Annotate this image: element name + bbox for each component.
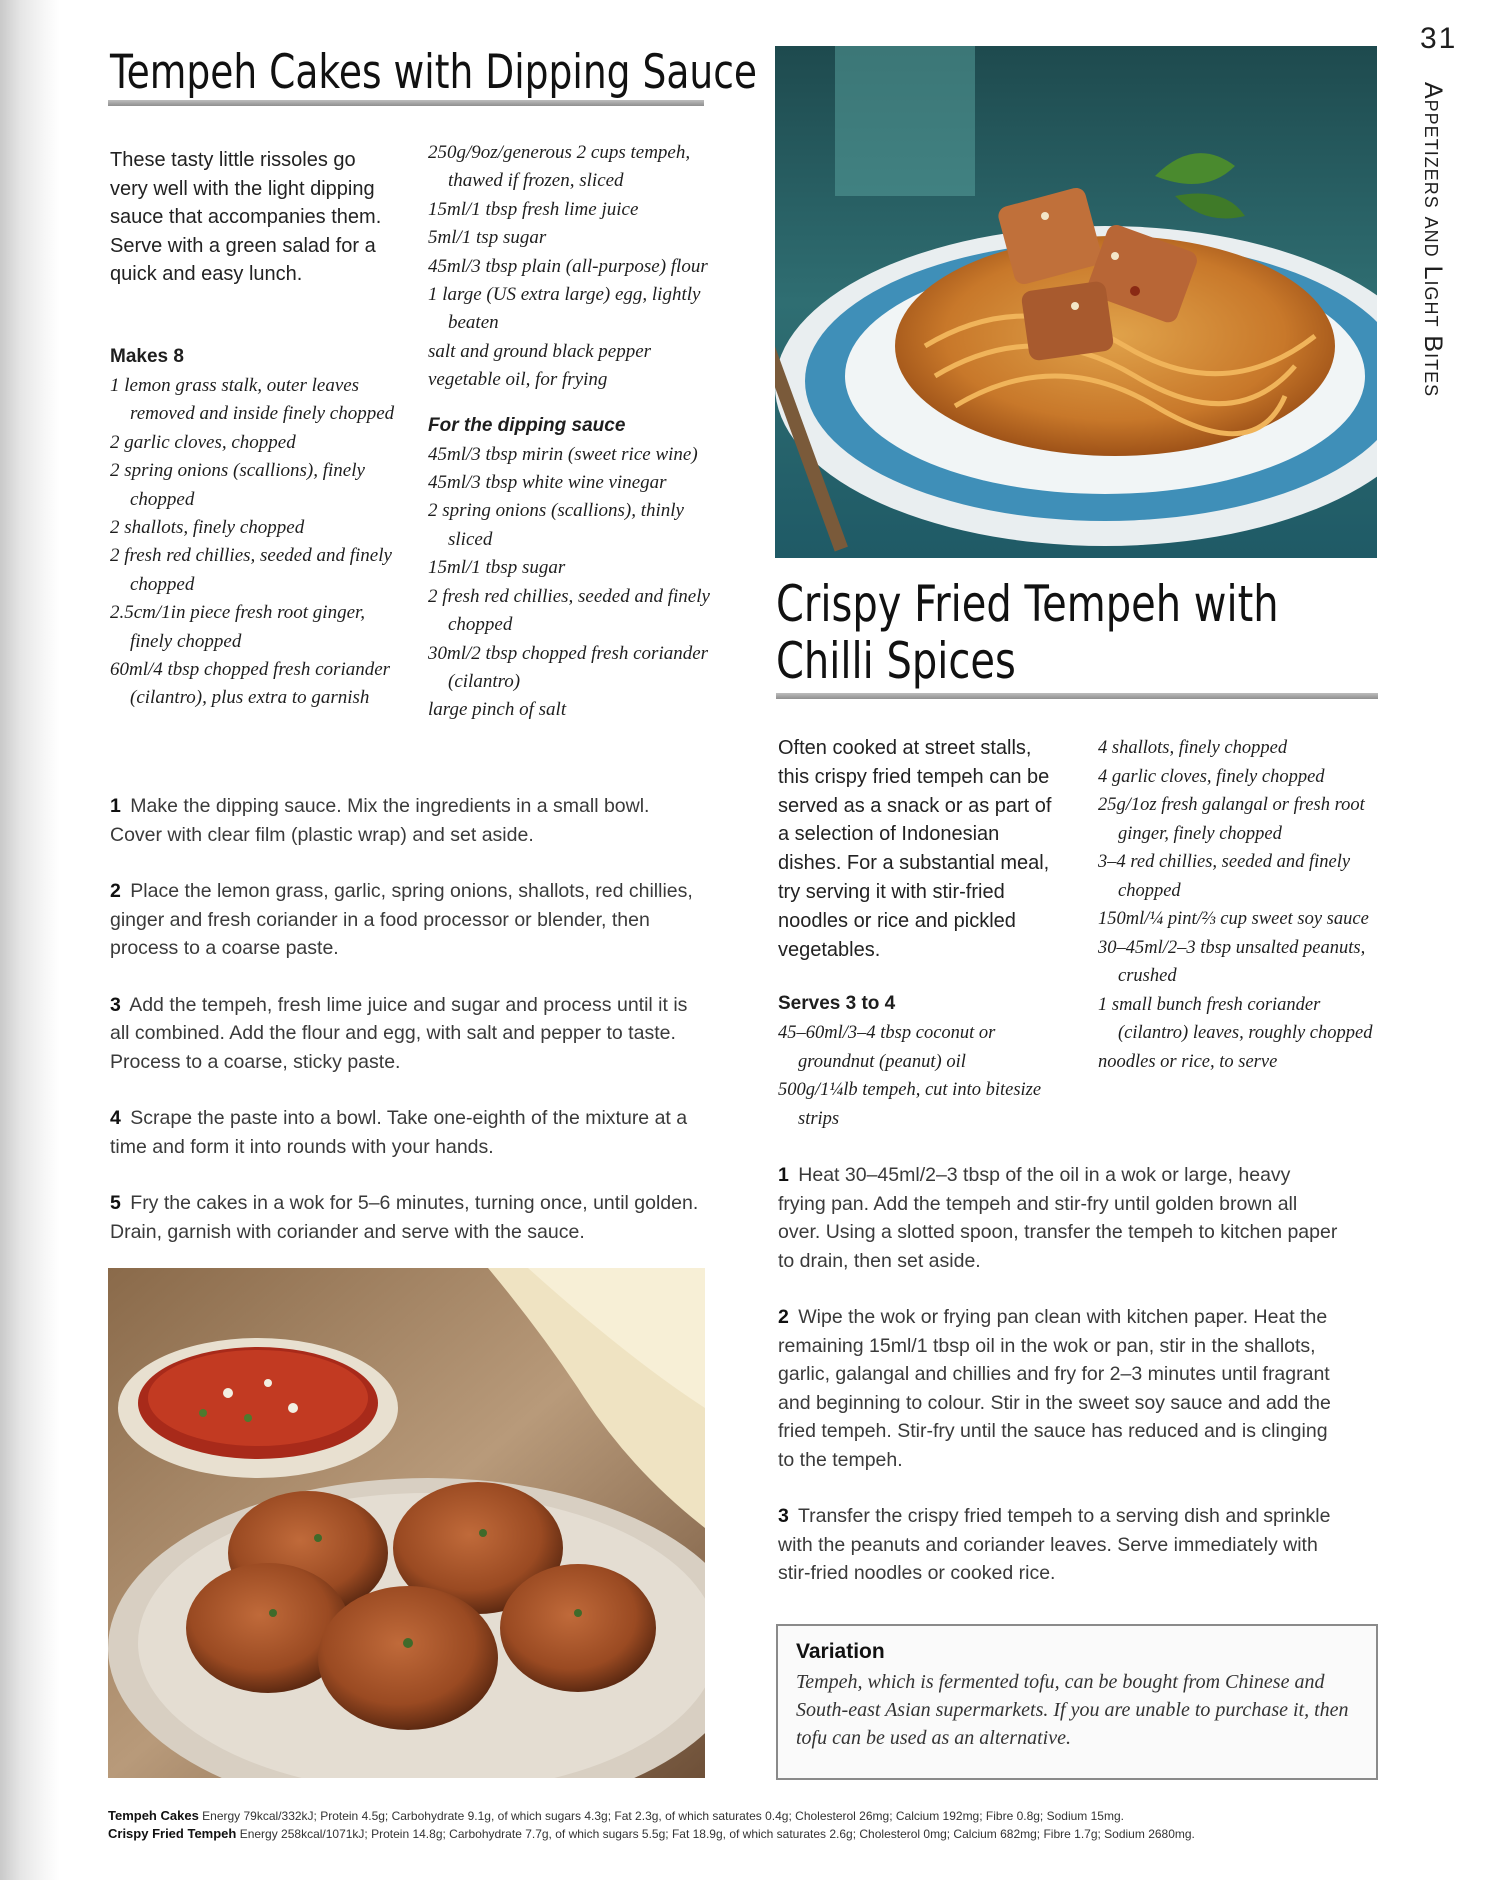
recipe-1-intro: These tasty little rissoles go very well with the light dipping sauce that accompanies them. Serve with a green salad for a quick and easy lunch. [110,149,382,286]
ingredient-item: 2 fresh red chillies, seeded and finely chopped [428,585,710,636]
recipe-2-ingredient-list-a [778,1019,1063,1133]
section-tab: Appetizers and Light Bites [1419,82,1447,398]
ingredient-item: 2.5cm/1in piece fresh root ginger, finely chopped [110,602,366,652]
nutrition-recipe-name: Tempeh Cakes [108,1808,199,1823]
variation-title: Variation [796,1640,885,1663]
recipe-1-title-rule [108,100,704,106]
recipe-1-ingredients-col-b [428,139,718,725]
ingredient-item: 2 shallots, finely chopped [110,517,305,539]
recipe-2-yield: Serves 3 to 4 [778,993,896,1014]
step-number: 2 [778,1306,789,1328]
step-text: Heat 30–45ml/2–3 tbsp of the oil in a wok or large, heavy frying pan. Add the tempeh and stir-fry until golden brown all over. Using a slotted spoon, transfer the tempeh to kitchen paper to drain, then set aside. [778,1164,1338,1272]
ingredient-item: 45ml/3 tbsp mirin (sweet rice wine) [428,443,698,465]
ingredient-item: 45–60ml/3–4 tbsp coconut or groundnut (peanut) oil [778,1023,996,1072]
ingredient-item: 5ml/1 tsp sugar [428,227,547,249]
book-spine-shadow [0,0,60,1880]
recipe-1-ingredient-list-a [110,372,410,713]
step-number: 3 [778,1505,789,1527]
nutrition-recipe-name: Crispy Fried Tempeh [108,1826,237,1841]
nutrition-info [108,1807,1438,1843]
step-text: Transfer the crispy fried tempeh to a serving dish and sprinkle with the peanuts and coriander leaves. Serve immediately with stir-fried noodles or cooked rice. [778,1505,1331,1584]
ingredient-item: 2 garlic cloves, chopped [110,431,296,453]
dipping-sauce-heading: For the dipping sauce [428,414,626,436]
recipe-1-ingredients-col-a [110,346,410,713]
method-step [110,877,705,963]
step-number: 1 [110,795,121,817]
recipe-1-yield: Makes 8 [110,346,184,367]
method-step [778,1161,1338,1275]
step-number: 2 [110,880,121,902]
step-text: Add the tempeh, fresh lime juice and sugar and process until it is all combined. Add the flour and egg, with salt and pepper to taste. Process to a coarse, sticky paste. [110,993,688,1073]
nutrition-values: Energy 79kcal/332kJ; Protein 4.5g; Carbohydrate 9.1g, of which sugars 4.3g; Fat 2.3g, of which saturates 0.4g; Cholesterol 26mg; Calcium 192mg; Fibre 0.8g; Sodium 15mg. [202,1809,1124,1823]
ingredient-item: 45ml/3 tbsp plain (all-purpose) flour [428,255,708,277]
ingredient-item: 15ml/1 tbsp sugar [428,557,566,579]
ingredient-item: 30ml/2 tbsp chopped fresh coriander (cilantro) [428,642,709,692]
step-text: Wipe the wok or frying pan clean with kitchen paper. Heat the remaining 15ml/1 tbsp oil in the wok or pan, stir in the shallots, garlic, galangal and chillies and fry for 2–3 minutes until fragrant and beginning to colour. Stir in the sweet soy sauce and add the fried tempeh. Stir-fry until the sauce has reduced and is clinging to the tempeh. [778,1306,1331,1471]
step-text: Fry the cakes in a wok for 5–6 minutes, turning once, until golden. Drain, garnish with coriander and serve with the sauce. [110,1192,699,1243]
recipe-2-title-line-1: Crispy Fried Tempeh with [776,575,1279,633]
variation-text: Tempeh, which is fermented tofu, can be bought from Chinese and South-east Asian supermarkets. If you are unable to purchase it, then tofu can be used as an alternative. [796,1671,1349,1749]
ingredient-item: 4 shallots, finely chopped [1098,738,1288,758]
ingredient-item: salt and ground black pepper [428,340,652,362]
step-number: 4 [110,1107,121,1129]
ingredient-item: 2 fresh red chillies, seeded and finely chopped [110,545,392,595]
ingredient-item: 3–4 red chillies, seeded and finely chopped [1098,852,1351,901]
dipping-sauce-ingredient-list [428,441,718,725]
method-step [110,1104,705,1161]
ingredient-item: 25g/1oz fresh galangal or fresh root ginger, finely chopped [1098,795,1365,844]
recipe-2-ingredients-col-a [778,993,1063,1133]
step-text: Make the dipping sauce. Mix the ingredients in a small bowl. Cover with clear film (plastic wrap) and set aside. [110,795,650,846]
ingredient-item: 500g/1¼lb tempeh, cut into bitesize strips [778,1080,1042,1129]
method-step [110,991,705,1077]
ingredient-item: 150ml/¼ pint/⅔ cup sweet soy sauce [1098,909,1369,929]
recipe-2-ingredients-col-b [1098,734,1383,1076]
recipe-2-ingredient-list-b [1098,734,1383,1076]
page-number: 31 [1420,22,1458,55]
ingredient-item: 45ml/3 tbsp white wine vinegar [428,472,667,494]
ingredient-item: noodles or rice, to serve [1098,1051,1278,1072]
method-step [110,792,705,849]
step-text: Place the lemon grass, garlic, spring onions, shallots, red chillies, ginger and fresh coriander in a food processor or blender, then process to a coarse paste. [110,880,693,959]
nutrition-line [108,1807,1438,1825]
recipe-2-method [778,1161,1338,1616]
ingredient-item: 15ml/1 tbsp fresh lime juice [428,198,639,220]
ingredient-item: vegetable oil, for frying [428,369,608,391]
step-text: Scrape the paste into a bowl. Take one-eighth of the mixture at a time and form it into rounds with your hands. [110,1107,688,1158]
ingredient-item: 1 small bunch fresh coriander (cilantro) leaves, roughly chopped [1098,994,1373,1043]
recipe-2-title-line-2: Chilli Spices [776,632,1016,690]
ingredient-item: 2 spring onions (scallions), thinly sliced [428,500,684,550]
ingredient-item: large pinch of salt [428,699,567,721]
step-number: 1 [778,1164,789,1186]
ingredient-item: 60ml/4 tbsp chopped fresh coriander (cilantro), plus extra to garnish [110,659,391,709]
ingredient-item: 4 garlic cloves, finely chopped [1098,766,1325,787]
step-number: 5 [110,1192,121,1214]
recipe-2-intro: Often cooked at street stalls, this crispy fried tempeh can be served as a snack or as part of a selection of Indonesian dishes. For a substantial meal, try serving it with stir-fried noodles or rice and pickled vegetables. [778,737,1052,961]
recipe-1-ingredient-list-b [428,139,718,395]
nutrition-values: Energy 258kcal/1071kJ; Protein 14.8g; Carbohydrate 7.7g, of which sugars 5.5g; Fat 18.9g, of which saturates 2.6g; Cholesterol 0mg; Calcium 682mg; Fibre 1.7g; Sodium 2680mg. [239,1827,1195,1841]
method-step [778,1502,1338,1588]
recipe-2-title-rule [776,693,1378,699]
crispy-tempeh-noodles-photo [775,46,1377,558]
nutrition-line [108,1825,1438,1843]
ingredient-item: 250g/9oz/generous 2 cups tempeh, thawed if frozen, sliced [428,142,691,192]
step-number: 3 [110,993,121,1016]
ingredient-item: 1 lemon grass stalk, outer leaves removed and inside finely chopped [110,375,395,425]
variation-box [776,1624,1378,1780]
recipe-1-title: Tempeh Cakes with Dipping Sauce [110,45,758,100]
ingredient-item: 30–45ml/2–3 tbsp unsalted peanuts, crushed [1098,937,1366,986]
recipe-1-method [110,792,705,1274]
method-step [110,1189,705,1246]
ingredient-item: 1 large (US extra large) egg, lightly beaten [428,284,701,334]
ingredient-item: 2 spring onions (scallions), finely chopped [110,460,365,510]
method-step [778,1303,1338,1474]
tempeh-cakes-photo [108,1268,705,1778]
